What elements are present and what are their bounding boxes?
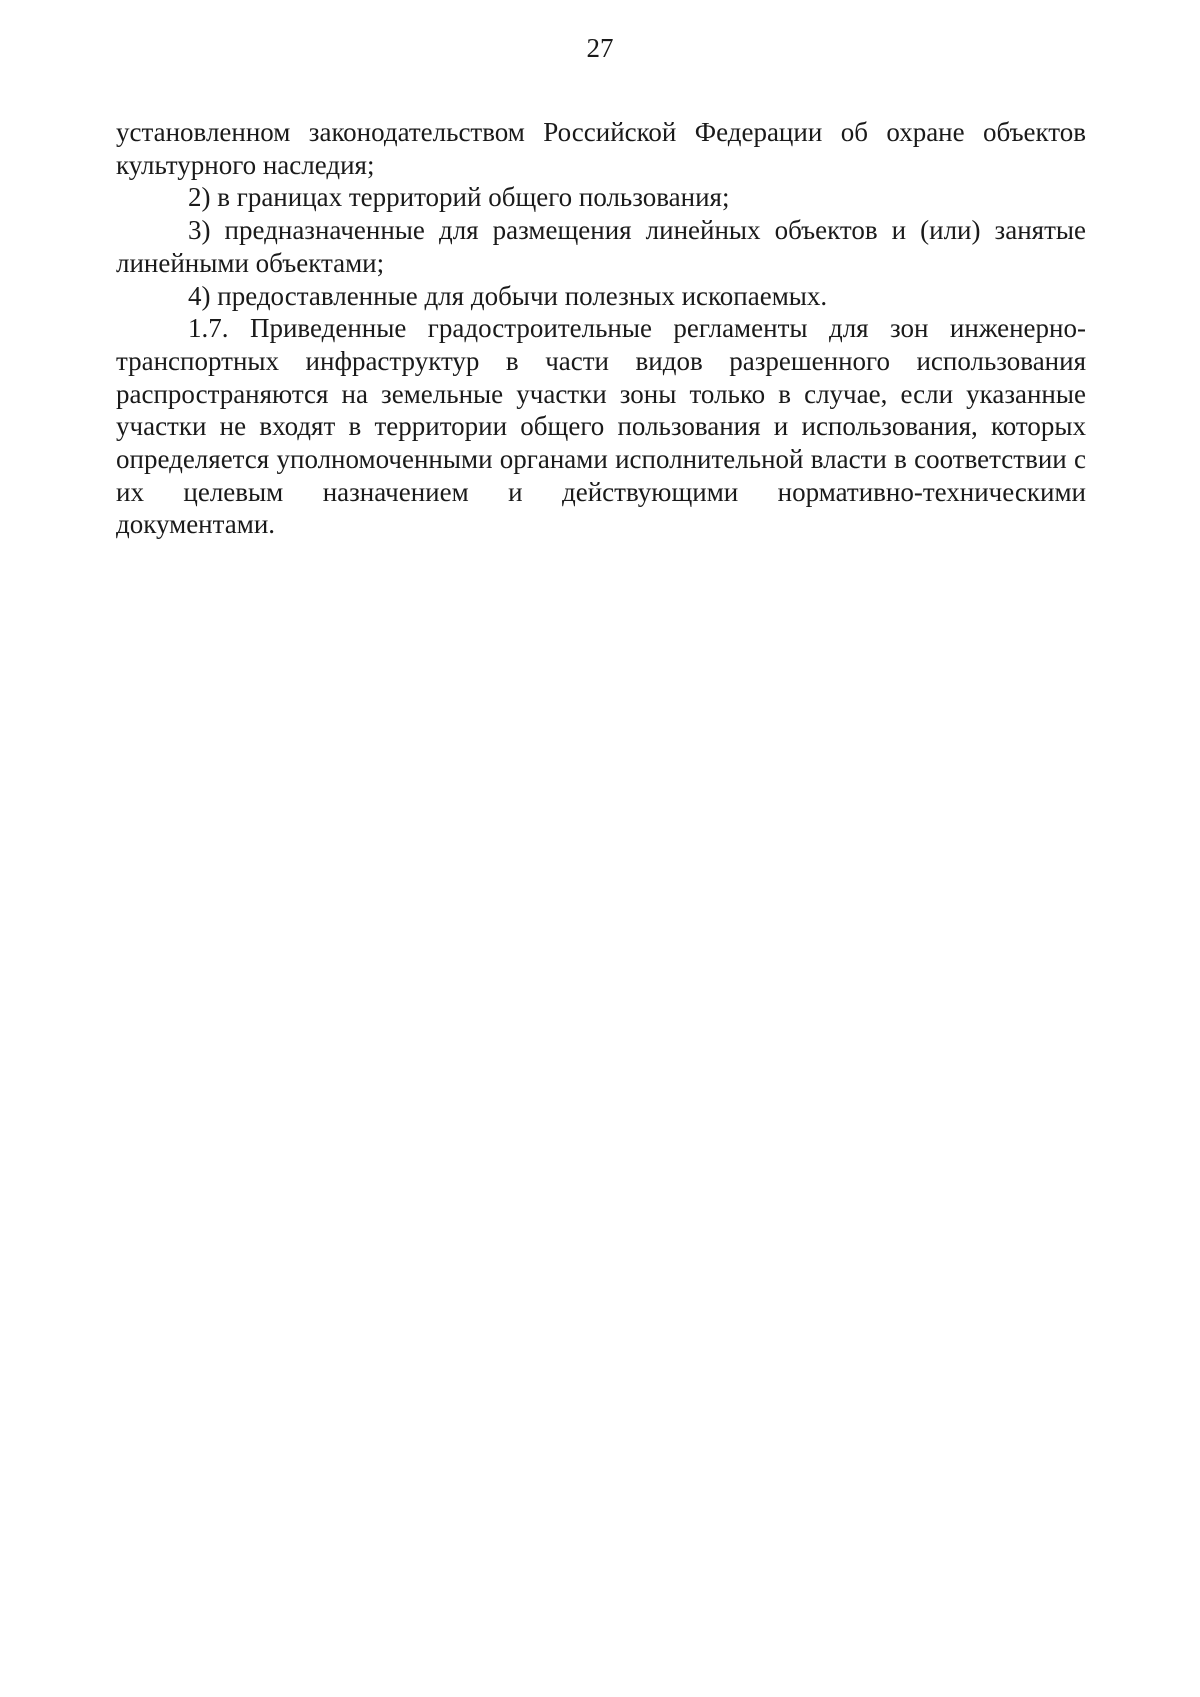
list-item-2: 2) в границах территорий общего пользования; <box>188 182 730 213</box>
list-item-4: 4) предоставленные для добычи полезных ископаемых. <box>188 280 828 311</box>
document-body <box>116 116 1086 541</box>
page-number: 27 <box>586 33 614 63</box>
paragraph-continuation: установленном законодательством Российской Федерации об охране объектов культурного наследия; <box>116 117 1086 180</box>
clause-1-7: 1.7. Приведенные градостроительные регламенты для зон инженерно-транспортных инфраструктур в части видов разрешенного использования распространяются на земельные участки зоны только в случае, если указанные участки не входят в территории общего пользования и использования, которых определяется уполномоченными органами исполнительной власти в соответствии с их целевым назначением и действующими нормативно-техническими документами. <box>116 313 1086 540</box>
list-item-3: 3) предназначенные для размещения линейных объектов и (или) занятые линейными объектами; <box>116 215 1086 278</box>
